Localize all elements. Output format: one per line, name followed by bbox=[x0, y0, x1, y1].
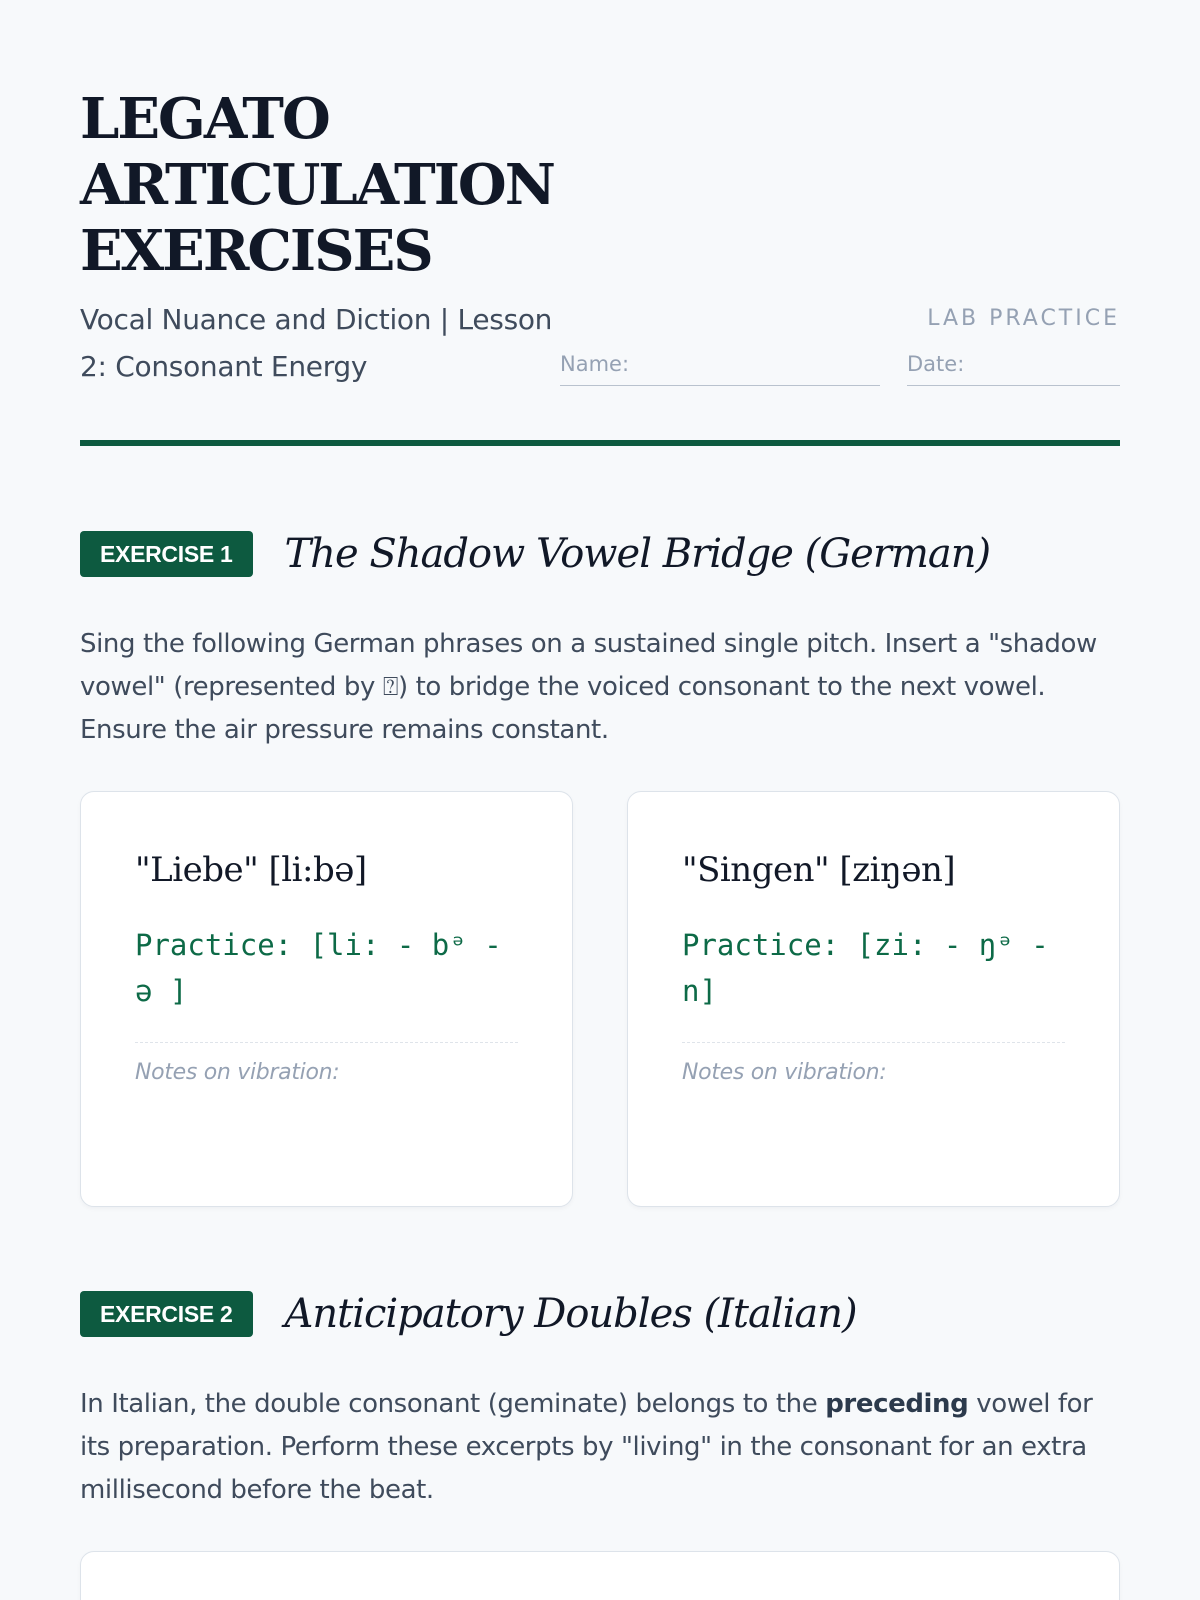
exercise-card-singen bbox=[627, 791, 1120, 1207]
card-divider bbox=[682, 1042, 1065, 1043]
exercise-1-title: The Shadow Vowel Bridge (German) bbox=[284, 531, 991, 577]
date-label: Date: bbox=[907, 352, 965, 376]
card-divider bbox=[135, 1042, 518, 1043]
header-divider bbox=[80, 440, 1120, 446]
exercise-2-badge: EXERCISE 2 bbox=[80, 1291, 253, 1337]
name-field[interactable] bbox=[560, 352, 880, 386]
exercise-2-title: Anticipatory Doubles (Italian) bbox=[284, 1291, 857, 1337]
exercise-2-emphasis: preceding bbox=[825, 1389, 969, 1419]
card-word: "Liebe" [li:bə] bbox=[135, 850, 367, 890]
page-title: LEGATO ARTICULATION EXERCISES bbox=[80, 86, 554, 284]
exercise-1-badge: EXERCISE 1 bbox=[80, 531, 253, 577]
exercise-2-text-end: vowel for its preparation. Perform these excerpts by "living" in the consonant for an extra millisecond before the beat. bbox=[80, 1389, 1093, 1505]
exercise-2-card bbox=[80, 1551, 1120, 1600]
exercise-card-liebe bbox=[80, 791, 573, 1207]
card-practice: Practice: [li: - bᵊ - ə ] bbox=[135, 928, 502, 1008]
card-notes-field[interactable]: Notes on vibration: bbox=[135, 1060, 340, 1085]
page-subtitle: Vocal Nuance and Diction | Lesson 2: Consonant Energy bbox=[80, 303, 553, 383]
card-practice: Practice: [zi: - ŋᵊ - n] bbox=[682, 928, 1049, 1008]
date-field[interactable] bbox=[907, 352, 1120, 386]
exercise-2-text-start: In Italian, the double consonant (geminate) belongs to the bbox=[80, 1389, 826, 1419]
name-label: Name: bbox=[560, 352, 630, 376]
exercise-2-instructions bbox=[80, 1383, 1120, 1512]
exercise-1-header bbox=[80, 531, 990, 577]
card-word: "Singen" [ziŋən] bbox=[682, 850, 956, 890]
lab-practice-tag: LAB PRACTICE bbox=[927, 306, 1120, 331]
card-notes-field[interactable]: Notes on vibration: bbox=[682, 1060, 887, 1085]
exercise-1-instructions: Sing the following German phrases on a sustained single pitch. Insert a "shadow vowel" (represented by ⍰) to bridge the voiced consonant to the next vowel. Ensure the air pressure remains constant. bbox=[80, 629, 1097, 745]
exercise-2-header bbox=[80, 1291, 857, 1337]
